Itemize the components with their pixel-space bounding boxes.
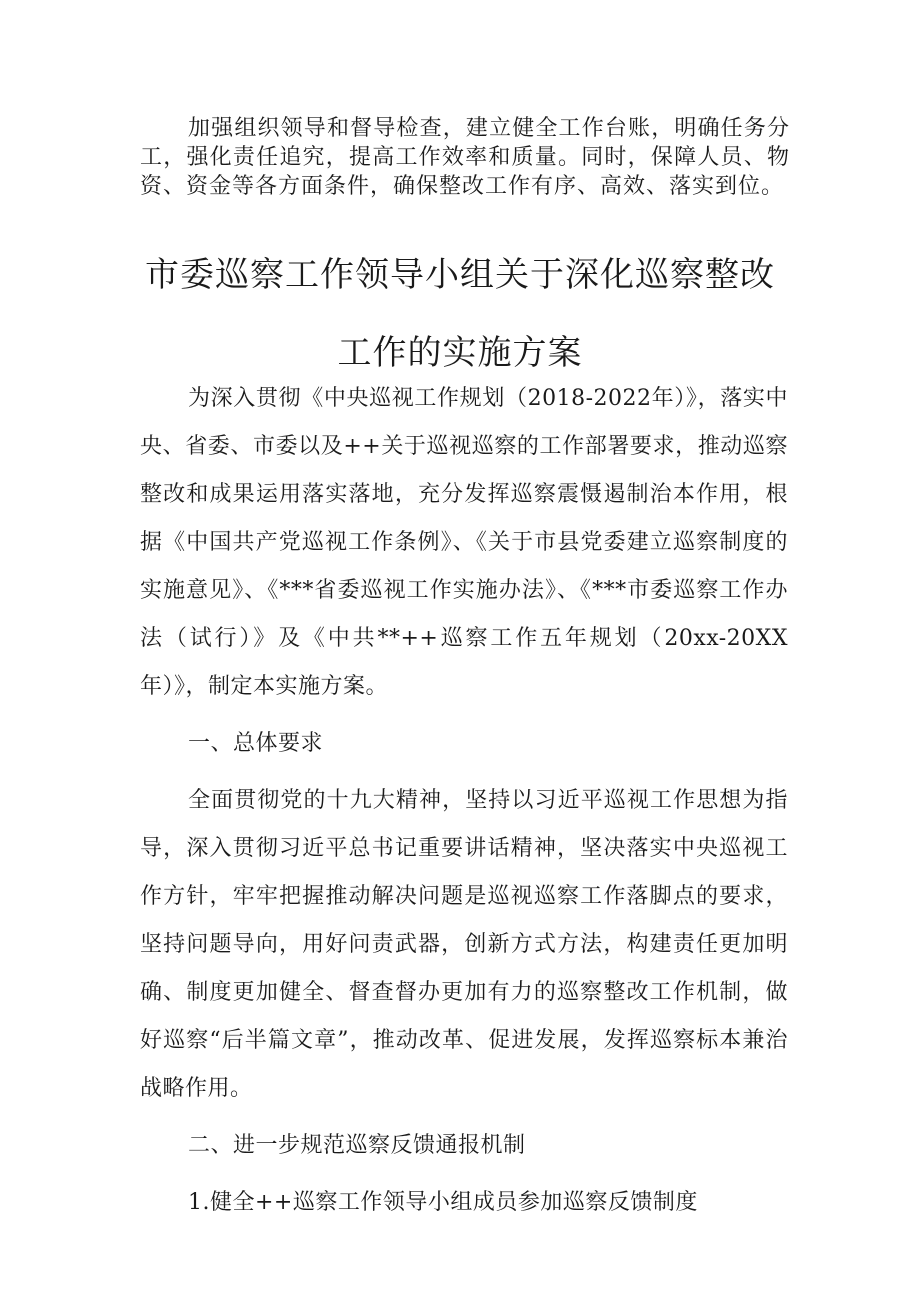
preamble-paragraph: 为深入贯彻《中央巡视工作规划（2018-2022年）》，落实中央、省委、市委以及++关于巡视巡察的工作部署要求，推动巡察整改和成果运用落实落地，充分发挥巡察震慑遏制治本作用，根据《中国共产党巡视工作条例》、《关于市县党委建立巡察制度的实施意见》、《***省委巡视工作实施办法》、《***市委巡察工作办法（试行）》及《中共**++巡察工作五年规划（20xx-20XX年）》，制定本实施方案。 (140, 386, 788, 699)
section-2-heading: 二、进一步规范巡察反馈通报机制 (188, 1133, 526, 1158)
intro-paragraph: 加强组织领导和督导检查，建立健全工作台账，明确任务分工，强化责任追究，提高工作效率和质量。同时，保障人员、物资、资金等各方面条件，确保整改工作有序、高效、落实到位。 (140, 116, 790, 199)
intro-section (140, 114, 790, 201)
title-line-1: 市委巡察工作领导小组关于深化巡察整改 (145, 255, 775, 295)
section-1-heading: 一、总体要求 (188, 731, 324, 756)
document-title (120, 236, 800, 392)
section-2-item-1: 1.健全++巡察工作领导小组成员参加巡察反馈制度 (188, 1190, 698, 1215)
section-1-paragraph: 全面贯彻党的十九大精神，坚持以习近平巡视工作思想为指导，深入贯彻习近平总书记重要讲话精神，坚决落实中央巡视工作方针，牢牢把握推动解决问题是巡视巡察工作落脚点的要求，坚持问题导向，用好问责武器，创新方式方法，构建责任更加明确、制度更加健全、督查督办更加有力的巡察整改工作机制，做好巡察“后半篇文章”，推动改革、促进发展，发挥巡察标本兼治战略作用。 (140, 788, 788, 1101)
title-line-2: 工作的实施方案 (337, 333, 583, 373)
document-body (140, 375, 788, 1236)
